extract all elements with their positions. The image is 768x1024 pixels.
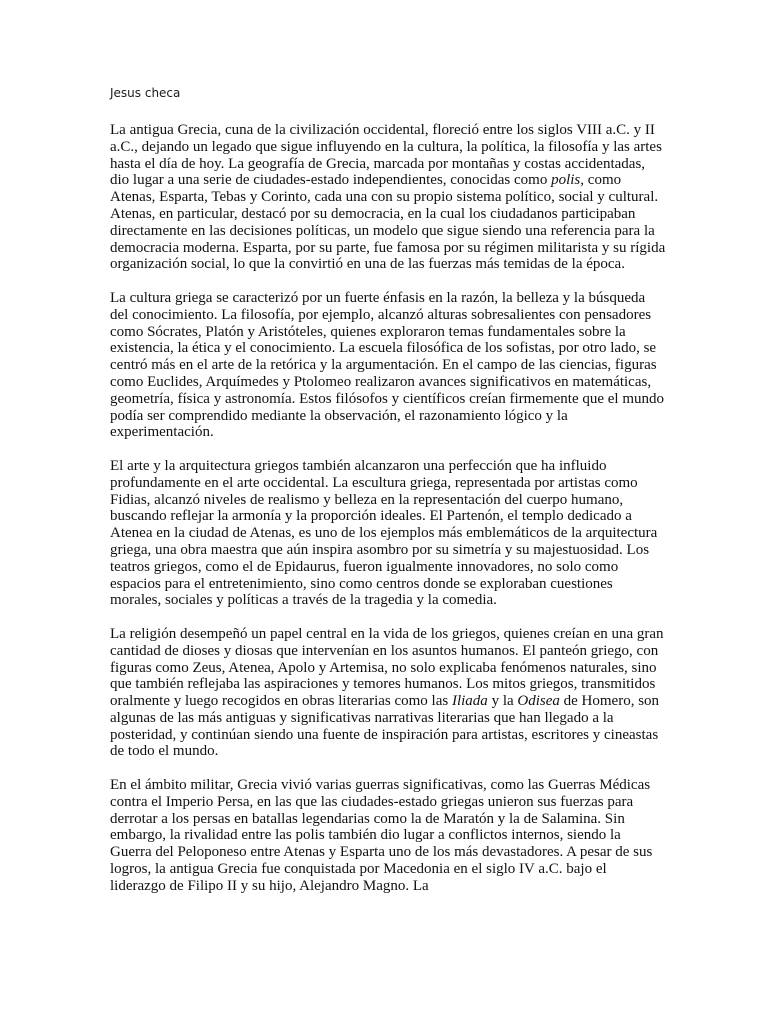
paragraph-culture: La cultura griega se caracterizó por un fuerte énfasis en la razón, la belleza y la búsqueda del conocimiento. La filosofía, por ejemplo, alcanzó alturas sobresalientes con pensadores como Sócrates, Platón y Aristóteles, quienes exploraron temas fundamentales sobre la existencia, la ética y el conocimiento. La escuela filosófica de los sofistas, por otro lado, se centró más en el arte de la retórica y la argumentación. En el campo de las ciencias, figuras como Euclides, Arquímedes y Ptolomeo realizaron avances significativos en matemáticas, geometría, física y astronomía. Estos filósofos y científicos creían firmemente que el mundo podía ser comprendido mediante la observación, el razonamiento lógico y la experimentación. (110, 289, 665, 441)
paragraph-military: En el ámbito militar, Grecia vivió varias guerras significativas, como las Guerras Médicas contra el Imperio Persa, en las que las ciudades-estado griegas unieron sus fuerzas para derrotar a los persas en batallas legendarias como la de Maratón y la de Salamina. Sin embargo, la rivalidad entre las polis también dio lugar a conflictos internos, siendo la Guerra del Peloponeso entre Atenas y Esparta uno de los más devastadores. A pesar de sus logros, la antigua Grecia fue conquistada por Macedonia en el siglo IV a.C. bajo el liderazgo de Filipo II y su hijo, Alejandro Magno. La (110, 777, 653, 894)
author-name: Jesus checa (110, 86, 181, 100)
paragraph-text: como Atenas, Esparta, Tebas y Corinto, cada una con su propio sistema político, social y cultural. Atenas, en particular, destacó por su democracia, en la cual los ciudadanos participaban directamente en las decisiones políticas, un modelo que sigue siendo una referencia para la democracia moderna. Esparta, por su parte, fue famosa por su régimen militarista y su rígida organización social, lo que la convirtió en una de las fuerzas más temidas de la época. (110, 172, 666, 273)
paragraph-text: de Homero, son algunas de las más antiguas y significativas narrativas literarias que han llegado a la posteridad, y continúan siendo una fuente de inspiración para artistas, escritores y cineastas de todo el mundo. (110, 693, 660, 760)
italic-term-polis: polis, (551, 172, 585, 189)
document-body (110, 122, 666, 911)
italic-title-iliada: Iliada (451, 693, 488, 710)
paragraph-religion (110, 626, 666, 760)
paragraph-ancient-greece (110, 122, 666, 273)
italic-title-odisea: Odisea (517, 693, 560, 710)
paragraph-text: y la (487, 693, 518, 710)
paragraph-art-architecture: El arte y la arquitectura griegos también alcanzaron una perfección que ha influido profundamente en el arte occidental. La escultura griega, representada por artistas como Fidias, alcanzó niveles de realismo y belleza en la representación del cuerpo humano, buscando reflejar la armonía y la proporción ideales. El Partenón, el templo dedicado a Atenea en la ciudad de Atenas, es uno de los ejemplos más emblemáticos de la arquitectura griega, una obra maestra que aún inspira asombro por su simetría y su majestuosidad. Los teatros griegos, como el de Epidaurus, fueron igualmente innovadores, no solo como espacios para el entretenimiento, sino como centros donde se exploraban cuestiones morales, sociales y políticas a través de la tragedia y la comedia. (110, 457, 658, 609)
paragraph-text: La religión desempeñó un papel central en la vida de los griegos, quienes creían en una gran cantidad de dioses y diosas que intervenían en los asuntos humanos. El panteón griego, con figuras como Zeus, Atenea, Apolo y Artemisa, no solo explicaba fenómenos naturales, sino que también reflejaba las aspiraciones y temores humanos. Los mitos griegos, transmitidos oralmente y luego recogidos en obras literarias como las (110, 625, 664, 710)
paragraph-text: La antigua Grecia, cuna de la civilización occidental, floreció entre los siglos VIII a.C. y II a.C., dejando un legado que sigue influyendo en la cultura, la política, la filosofía y las artes hasta el día de hoy. La geografía de Grecia, marcada por montañas y costas accidentadas, dio lugar a una serie de ciudades-estado independientes, conocidas como (110, 122, 662, 189)
